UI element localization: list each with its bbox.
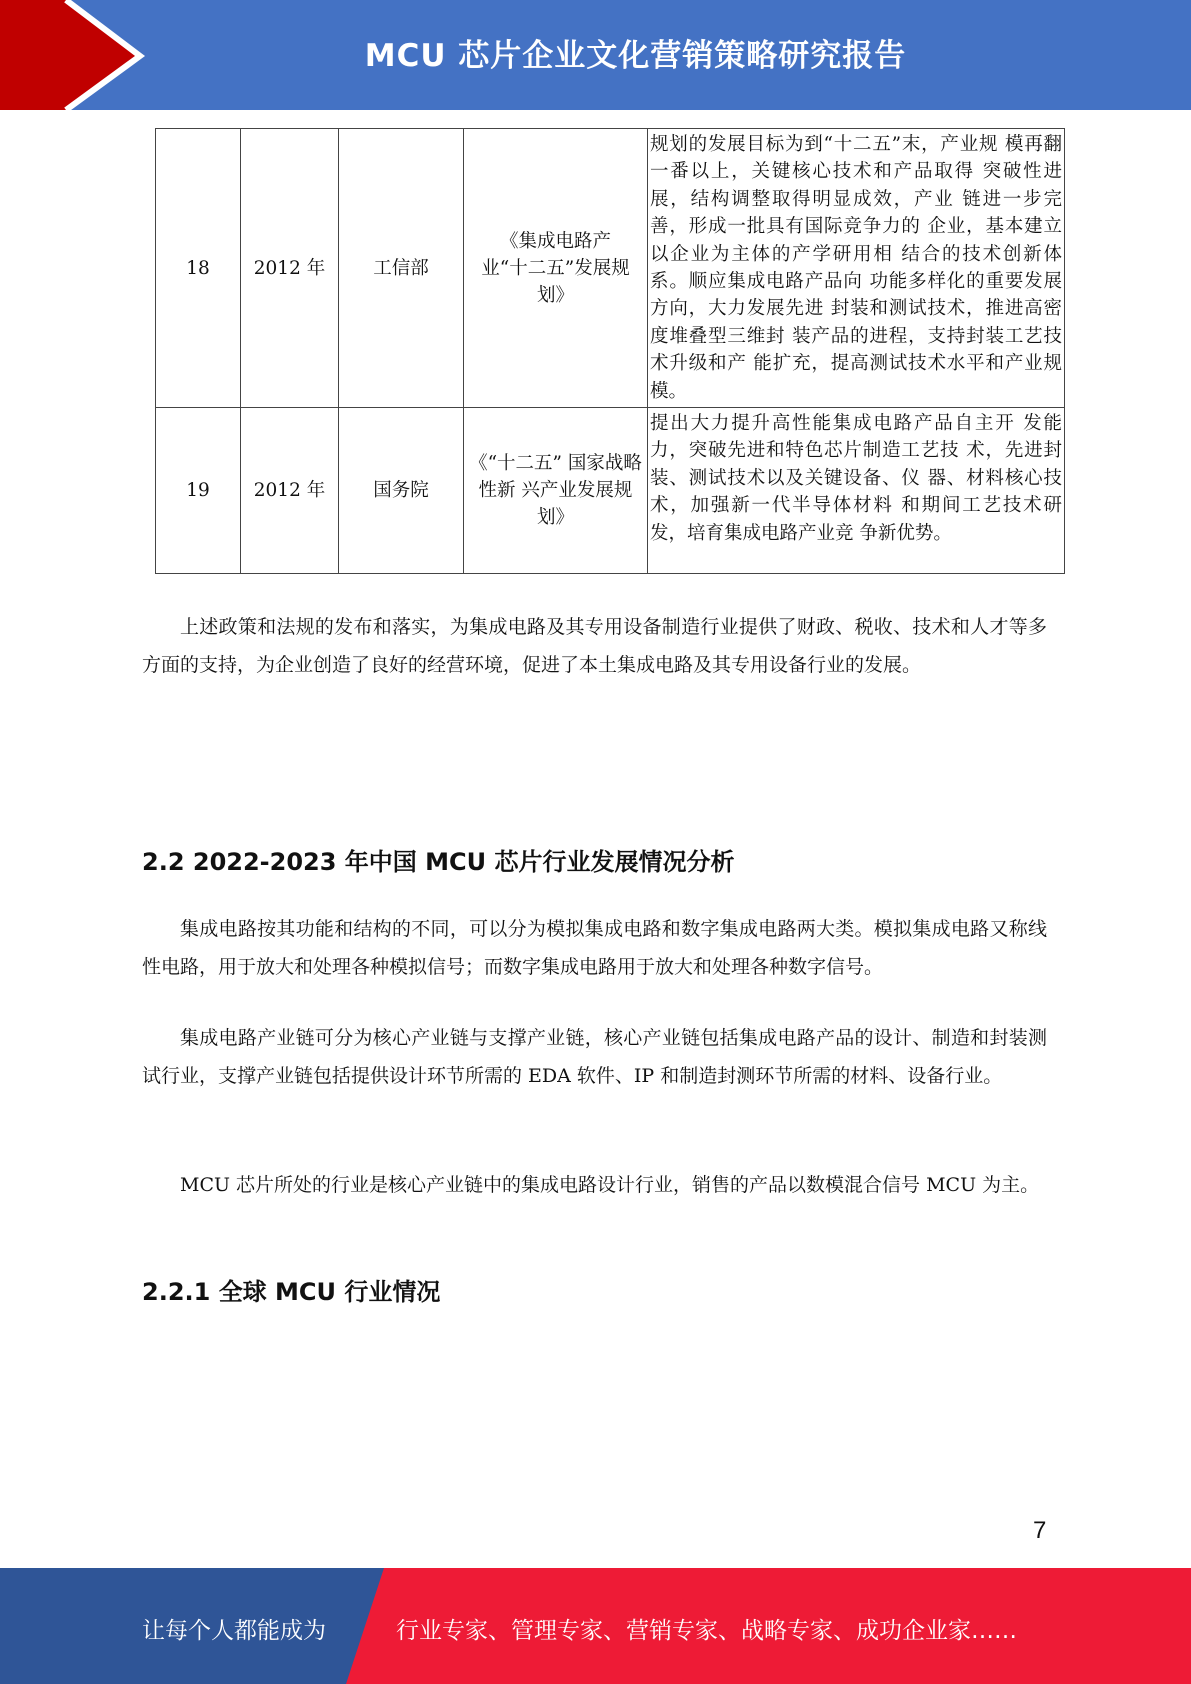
table-row xyxy=(156,408,1065,574)
subsection-heading: 2.2.1 全球 MCU 行业情况 xyxy=(142,1278,441,1306)
policy-table xyxy=(155,128,1065,574)
report-title: MCU 芯片企业文化营销策略研究报告 xyxy=(364,38,907,74)
section-heading: 2.2 2022-2023 年中国 MCU 芯片行业发展情况分析 xyxy=(142,848,735,876)
table-row xyxy=(156,129,1065,408)
row-dept: 工信部 xyxy=(339,129,464,408)
row-number: 19 xyxy=(156,408,241,574)
row-year: 2012 年 xyxy=(241,408,339,574)
row-year: 2012 年 xyxy=(241,129,339,408)
row-policy-title: 《“十二五” 国家战略性新 兴产业发展规 划》 xyxy=(464,408,648,574)
footer-slogan-right: 行业专家、管理专家、营销专家、战略专家、成功企业家…… xyxy=(396,1618,1017,1644)
footer-slogan-left: 让每个人都能成为 xyxy=(142,1618,326,1644)
footer-banner xyxy=(0,1568,1191,1684)
row-content: 规划的发展目标为到“十二五”末，产业规 模再翻一番以上，关键核心技术和产品取得 突破性进展，结构调整取得明显成效，产业 链进一步完善，形成一批具有国际竞争力的 企业，基本建立以企业为主体的产学研用相 结合的技术创新体系。顺应集成电路产品向 功能多样化的重要发展方向，大力发展先进 封装和测试技术，推进高密度堆叠型三维封 装产品的进程，支持封装工艺技术升级和产 能扩充，提高测试技术水平和产业规模。 xyxy=(648,129,1065,408)
row-number: 18 xyxy=(156,129,241,408)
paragraph: 集成电路产业链可分为核心产业链与支撑产业链，核心产业链包括集成电路产品的设计、制造和封装测试行业，支撑产业链包括提供设计环节所需的 EDA 软件、IP 和制造封测环节所需的材料、设备行业。 xyxy=(142,1027,1047,1087)
row-dept: 国务院 xyxy=(339,408,464,574)
header-banner xyxy=(0,0,1191,110)
paragraph: MCU 芯片所处的行业是核心产业链中的集成电路设计行业，销售的产品以数模混合信号 MCU 为主。 xyxy=(180,1174,1040,1196)
row-content: 提出大力提升高性能集成电路产品自主开 发能力，突破先进和特色芯片制造工艺技 术，先进封装、测试技术以及关键设备、仪 器、材料核心技术，加强新一代半导体材料 和期间工艺技术研发，培育集成电路产业竞 争新优势。 xyxy=(648,408,1065,574)
row-policy-title: 《集成电路产业“十二五”发展规划》 xyxy=(464,129,648,408)
page-number: 7 xyxy=(1033,1517,1047,1544)
paragraph: 上述政策和法规的发布和落实，为集成电路及其专用设备制造行业提供了财政、税收、技术和人才等多方面的支持，为企业创造了良好的经营环境，促进了本土集成电路及其专用设备行业的发展。 xyxy=(142,616,1047,676)
paragraph: 集成电路按其功能和结构的不同，可以分为模拟集成电路和数字集成电路两大类。模拟集成电路又称线性电路，用于放大和处理各种模拟信号；而数字集成电路用于放大和处理各种数字信号。 xyxy=(142,918,1047,978)
